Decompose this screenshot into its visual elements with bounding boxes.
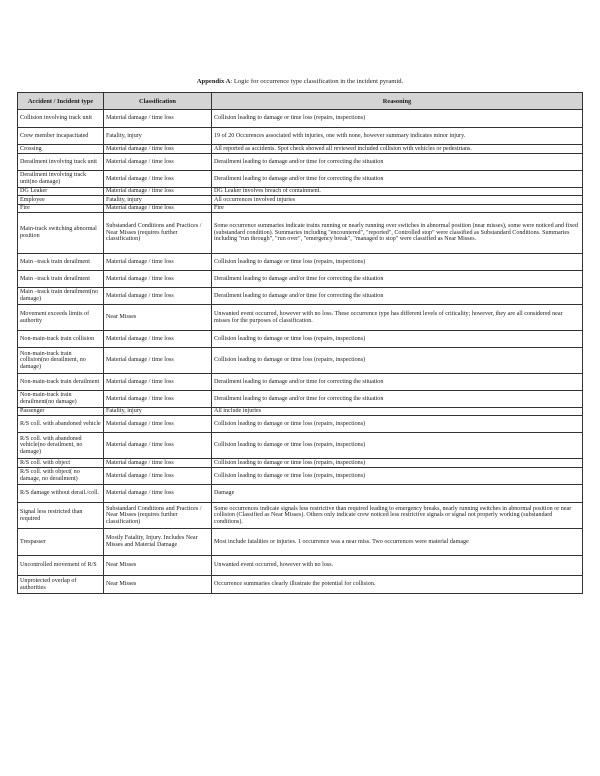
cell-classification: Material damage / time loss [104,348,212,374]
cell-classification: Fatality, injury [104,196,212,205]
cell-reasoning: Occurrence summaries clearly illustrate the potential for collision. [212,576,583,594]
cell-type: R/S coll. with abandoned vehicle [18,416,104,433]
cell-classification: Near Misses [104,556,212,576]
table-row [18,529,583,556]
cell-classification: Fatality, injury [104,128,212,145]
cell-reasoning: All include injuries [212,408,583,416]
cell-type: Non-main-track train derailment(no damage) [18,391,104,408]
table-row [18,288,583,305]
cell-reasoning: Derailment leading to damage and/or time for correcting the situation [212,154,583,171]
cell-reasoning: Collision leading to damage or time loss (repairs, inspections) [212,254,583,271]
cell-type: Crossing [18,145,104,154]
cell-reasoning: Some occurrences indicate signals less restrictive than required leading to emergency breaks, nearly running switches in abnormal position or near collision (Classified as Near Misses). Others only indicate crew noticed less restrictive signals or signal not properly working (substandard conditions). [212,503,583,529]
cell-reasoning: All occurrences involved injuries [212,196,583,205]
cell-type: Main –track train derailment [18,254,104,271]
cell-reasoning: Collision leading to damage or time loss (repairs, inspections) [212,433,583,459]
cell-classification: Material damage / time loss [104,171,212,188]
table-row [18,213,583,254]
cell-classification: Material damage / time loss [104,205,212,213]
cell-classification: Material damage / time loss [104,288,212,305]
cell-reasoning: Collision leading to damage or time loss (repairs, inspections) [212,468,583,485]
table-row [18,331,583,348]
table-row [18,374,583,391]
cell-type: DG Leaker [18,188,104,196]
cell-type: Main-track switching abnormal position [18,213,104,254]
cell-reasoning: Collision leading to damage or time loss (repairs, inspections) [212,110,583,128]
cell-reasoning: Collision leading to damage or time loss (repairs, inspections) [212,348,583,374]
cell-type: Passenger [18,408,104,416]
cell-reasoning: Collision leading to damage or time loss (repairs, inspections) [212,331,583,348]
cell-classification: Mostly Fatality, Injury. Includes Near Misses and Material Damage [104,529,212,556]
table-row [18,205,583,213]
cell-type: Derailment involving track unit(no damage) [18,171,104,188]
cell-type: Collision involving track unit [18,110,104,128]
cell-classification: Substandard Conditions and Practices / Near Misses (requires further classification) [104,503,212,529]
header-row [18,93,583,110]
cell-type: R/S coll. with object [18,459,104,468]
cell-type: Fire [18,205,104,213]
cell-classification: Material damage / time loss [104,485,212,503]
table-row [18,171,583,188]
header-reasoning: Reasoning [212,93,583,110]
cell-reasoning: All reported as accidents. Spot check showed all reviewed included collision with vehicles or pedestrians. [212,145,583,154]
cell-classification: Material damage / time loss [104,145,212,154]
cell-type: R/S damage without derail./coll. [18,485,104,503]
table-row [18,416,583,433]
cell-reasoning: Unwanted event occurred, however with no loss. These occurrence type has different levels of criticality; however, they are all considered near misses for the purposes of classification. [212,305,583,331]
table-row [18,145,583,154]
cell-type: Crew member incapacitated [18,128,104,145]
cell-reasoning: Damage [212,485,583,503]
cell-type: Non-main-track train collision [18,331,104,348]
cell-reasoning: Collision leading to damage or time loss (repairs, inspections) [212,416,583,433]
cell-classification: Material damage / time loss [104,110,212,128]
cell-classification: Material damage / time loss [104,188,212,196]
cell-classification: Material damage / time loss [104,374,212,391]
cell-type: Non-main-track train collision(no derailment, no damage) [18,348,104,374]
table-row [18,271,583,288]
cell-reasoning: Derailment leading to damage and/or time for correcting the situation [212,374,583,391]
cell-type: Uncontrolled movement of R/S [18,556,104,576]
cell-reasoning: Derailment leading to damage and/or time for correcting the situation [212,171,583,188]
cell-classification: Material damage / time loss [104,433,212,459]
table-row [18,503,583,529]
cell-type: Movement exceeds limits of authority [18,305,104,331]
table-row [18,485,583,503]
table-row [18,305,583,331]
cell-reasoning: Unwanted event occurred, however with no loss. [212,556,583,576]
cell-type: Main –track train derailment(no damage) [18,288,104,305]
cell-reasoning: Collision leading to damage or time loss (repairs, inspections) [212,459,583,468]
cell-type: Signal less restricted than required [18,503,104,529]
table-row [18,196,583,205]
cell-reasoning: Some occurrence summaries indicate trains running or nearly running over switches in abnormal position (near misses), some were noticed and fixed (substandard condition). Summaries including "encountered", "reported", Controlled stop" were classified as Substandard Conditions. Summaries including "run through", "run over", "emergency break", "managed to stop" were classified as Near Misses. [212,213,583,254]
table-row [18,254,583,271]
cell-classification: Material damage / time loss [104,271,212,288]
cell-classification: Material damage / time loss [104,459,212,468]
caption-label: Appendix A [196,78,231,85]
cell-type: R/S coll. with abandoned vehicle(no derailment, no damage) [18,433,104,459]
cell-type: Unprotected overlap of authorities [18,576,104,594]
cell-type: Trespasser [18,529,104,556]
table-row [18,188,583,196]
cell-reasoning: Derailment leading to damage and/or time for correcting the situation [212,288,583,305]
cell-reasoning: Derailment leading to damage and/or time for correcting the situation [212,271,583,288]
table-row [18,128,583,145]
table-row [18,459,583,468]
table-caption [0,78,600,86]
cell-classification: Material damage / time loss [104,416,212,433]
cell-classification: Material damage / time loss [104,154,212,171]
cell-reasoning: DG Leaker involves breach of containment. [212,188,583,196]
table-row [18,468,583,485]
header-classification: Classification [104,93,212,110]
cell-type: Non-main-track train derailment [18,374,104,391]
cell-classification: Material damage / time loss [104,331,212,348]
cell-classification: Substandard Conditions and Practices / Near Misses (requires further classification) [104,213,212,254]
cell-classification: Near Misses [104,576,212,594]
cell-classification: Material damage / time loss [104,254,212,271]
cell-reasoning: Most include fatalities or injuries. 1 occurrence was a near miss. Two occurrences were material damage [212,529,583,556]
cell-reasoning: Fire [212,205,583,213]
table-row [18,556,583,576]
cell-type: Main –track train derailment [18,271,104,288]
cell-reasoning: 19 of 20 Occurences associated with injuries, one with none, however summary indicates minor injury. [212,128,583,145]
table-row [18,391,583,408]
cell-classification: Material damage / time loss [104,391,212,408]
cell-classification: Fatality, injury [104,408,212,416]
cell-type: R/S coll. with object( no damage, no derailment) [18,468,104,485]
cell-classification: Near Misses [104,305,212,331]
table-row [18,348,583,374]
table-row [18,154,583,171]
table-row [18,433,583,459]
table-row [18,576,583,594]
table-row [18,110,583,128]
cell-type: Employee [18,196,104,205]
cell-reasoning: Derailment leading to damage and/or time for correcting the situation [212,391,583,408]
caption-text: : Logic for occurrence type classification in the incident pyramid. [230,78,404,85]
cell-classification: Material damage / time loss [104,468,212,485]
cell-type: Derailment involving track unit [18,154,104,171]
table-row [18,408,583,416]
classification-table [17,92,583,594]
header-type: Accident / Incident type [18,93,104,110]
